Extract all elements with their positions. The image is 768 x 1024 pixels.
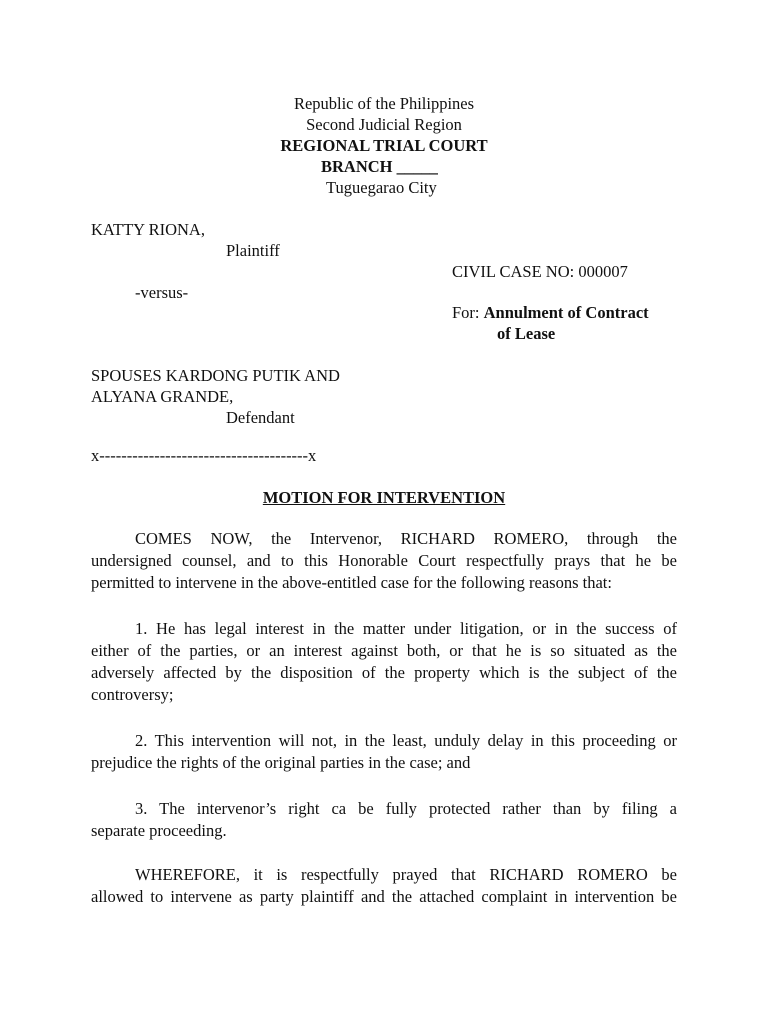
intro-line-2: undersigned counsel, and to this Honorable Court respectfully prays that he be: [91, 551, 677, 570]
defendant-role: Defendant: [226, 408, 295, 427]
case-subject-line1: Annulment of Contract: [483, 303, 649, 322]
caption-separator: x--------------------------------------x: [91, 446, 317, 465]
case-number: CIVIL CASE NO: 000007: [452, 262, 628, 281]
item1-line-1: 1. He has legal interest in the matter under litigation, or in the success of: [135, 619, 677, 638]
header-region: Second Judicial Region: [306, 115, 462, 134]
item3-line-1: 3. The intervenor’s right ca be fully protected rather than by filing a: [135, 799, 677, 818]
item1-line-2: either of the parties, or an interest against both, or that he is so situated as the: [91, 641, 677, 660]
item2-line-2: prejudice the rights of the original parties in the case; and: [91, 753, 471, 772]
case-for-label: For:: [452, 303, 480, 322]
item1-line-3: adversely affected by the disposition of the property which is the subject of the: [91, 663, 677, 682]
intro-line-3: permitted to intervene in the above-entitled case for the following reasons that:: [91, 573, 612, 592]
item1-line-4: controversy;: [91, 685, 174, 704]
plaintiff-role: Plaintiff: [226, 241, 280, 260]
versus-label: -versus-: [135, 283, 189, 302]
header-branch: BRANCH _____: [321, 157, 438, 176]
wherefore-line-1: WHEREFORE, it is respectfully prayed that RICHARD ROMERO be: [135, 865, 677, 884]
wherefore-line-2: allowed to intervene as party plaintiff and the attached complaint in intervention be: [91, 887, 677, 906]
header-city: Tuguegarao City: [326, 178, 437, 197]
defendant-name-line2: ALYANA GRANDE,: [91, 387, 234, 406]
header-court: REGIONAL TRIAL COURT: [280, 136, 488, 155]
case-subject-line2: of Lease: [497, 324, 556, 343]
defendant-name-line1: SPOUSES KARDONG PUTIK AND: [91, 366, 340, 385]
case-for: [452, 303, 649, 323]
intro-line-1: COMES NOW, the Intervenor, RICHARD ROMERO, through the: [135, 529, 677, 548]
plaintiff-name: KATTY RIONA,: [91, 220, 205, 239]
header-republic: Republic of the Philippines: [293, 94, 475, 113]
item2-line-1: 2. This intervention will not, in the least, unduly delay in this proceeding or: [135, 731, 677, 750]
document-title: MOTION FOR INTERVENTION: [262, 488, 506, 507]
item3-line-2: separate proceeding.: [91, 821, 227, 840]
